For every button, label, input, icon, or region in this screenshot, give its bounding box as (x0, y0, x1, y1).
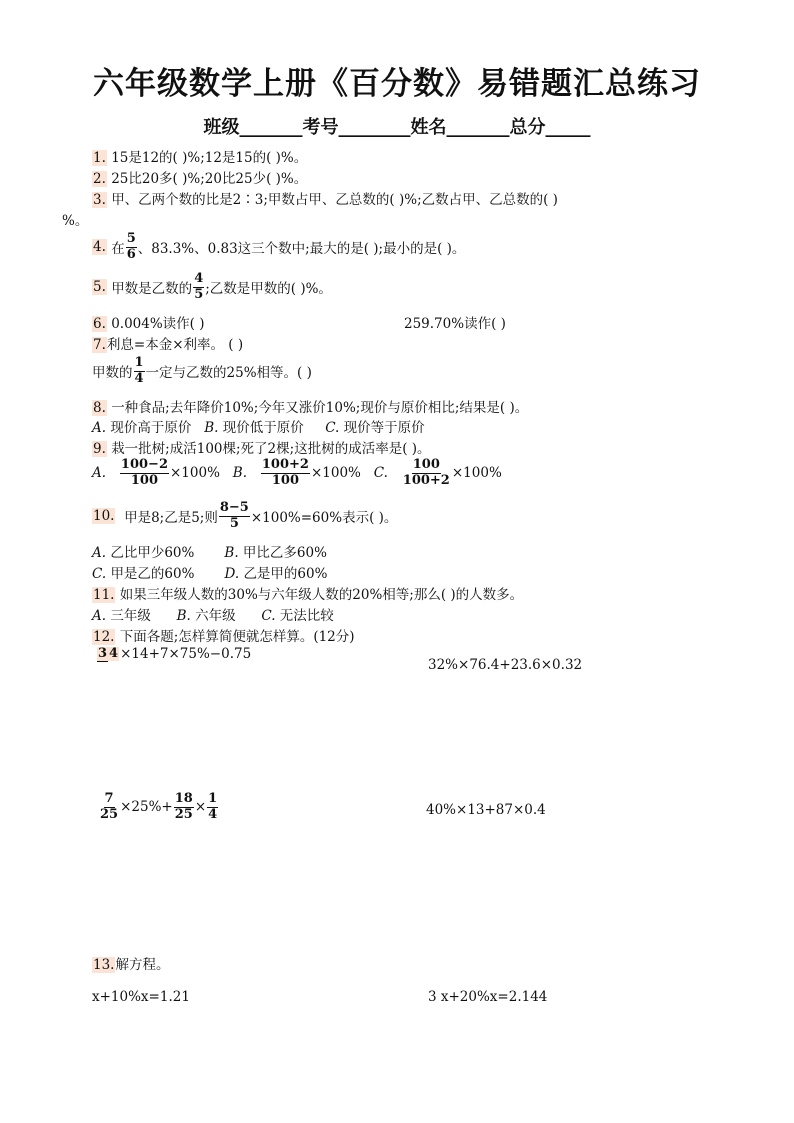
option-b-tail: ×100% (310, 465, 361, 482)
option-a: 乙比甲少60% (110, 545, 195, 561)
denominator: 25 (174, 806, 193, 822)
calc-3-mid2: × (194, 799, 207, 816)
numerator: 1 (134, 355, 144, 370)
question-prefix: 甲是8;乙是5;则 (124, 510, 218, 527)
equation-1: x+10%x=1.21 (92, 989, 190, 1005)
denominator: 4 (109, 645, 119, 661)
question-5 (92, 272, 332, 303)
denominator: 25 (100, 806, 119, 822)
question-12 (92, 625, 355, 645)
option-label: A. (92, 420, 107, 436)
question-number: 1. (93, 150, 106, 166)
numerator: 100+2 (261, 457, 309, 472)
fraction (219, 501, 250, 532)
question-text: 一种食品;去年降价10%;今年又涨价10%;现价与原价相比;结果是( )。 (111, 400, 529, 416)
numerator: 100 (412, 457, 440, 472)
question-text: ×100%=60%表示( )。 (250, 510, 398, 527)
numerator: 100−2 (120, 457, 168, 472)
question-3-continuation: %。 (62, 213, 89, 229)
denominator: 6 (126, 246, 136, 262)
question-text: 解方程。 (115, 957, 170, 973)
question-number: 5. (93, 279, 106, 296)
option-label: B. (176, 608, 191, 624)
fraction (261, 458, 310, 489)
question-number: 2. (93, 171, 106, 187)
question-text: 如果三年级人数的30%与六年级人数的20%相等;那么( )的人数多。 (119, 587, 524, 603)
denominator: 100+2 (402, 472, 450, 488)
fraction (97, 647, 119, 662)
question-11 (92, 583, 523, 603)
option-a: 三年级 (110, 608, 151, 624)
question-9 (92, 437, 431, 457)
option-label: A. (92, 545, 107, 561)
denominator: 5 (194, 286, 204, 302)
question-text: 栽一批树;成活100棵;死了2棵;这批树的成活率是( )。 (111, 441, 431, 457)
fraction (99, 792, 119, 823)
numerator: 5 (126, 231, 136, 246)
option-label: C. (373, 465, 388, 482)
question-text: 、83.3%、0.83这三个数中;最大的是( );最小的是( )。 (137, 241, 466, 258)
option-b: 现价低于原价 (222, 420, 304, 436)
question-10 (92, 501, 397, 532)
question-text: 一定与乙数的25%相等。( ) (145, 365, 312, 382)
option-label: B. (224, 545, 239, 561)
question-text: 利息=本金×利率。 ( ) (106, 337, 244, 353)
calc-4: 40%×13+87×0.4 (426, 802, 546, 818)
option-label: C. (92, 566, 107, 582)
denominator: 100 (271, 472, 299, 488)
question-number: 3. (93, 192, 106, 208)
question-text: ;乙数是甲数的( )%。 (205, 281, 332, 298)
question-6 (92, 312, 205, 332)
question-number: 4. (93, 239, 106, 256)
equation-2: 3 x+20%x=2.144 (428, 989, 548, 1005)
option-label: B. (232, 465, 248, 482)
option-label: A. (92, 608, 107, 624)
question-3 (92, 188, 558, 208)
numerator: 3 (98, 645, 108, 661)
option-label: C. (261, 608, 276, 624)
calc-3 (98, 792, 219, 823)
fraction (126, 232, 137, 263)
question-7b (92, 356, 312, 387)
question-number: 10. (93, 508, 115, 525)
question-text: 下面各题;怎样算简便就怎样算。(12分) (119, 629, 355, 645)
fraction (120, 458, 169, 489)
fraction (207, 792, 218, 823)
numerator: 18 (174, 791, 193, 806)
question-6b: 259.70%读作( ) (404, 316, 506, 332)
question-number: 9. (93, 441, 106, 457)
question-text: 甲、乙两个数的比是2∶3;甲数占甲、乙总数的( )%;乙数占甲、乙总数的( ) (111, 192, 558, 208)
question-10-options-row1 (92, 541, 327, 561)
question-prefix: 甲数的 (92, 365, 133, 382)
calc-2: 32%×76.4+23.6×0.32 (428, 657, 583, 673)
option-c: 现价等于原价 (343, 420, 425, 436)
question-number: 8. (93, 400, 106, 416)
fraction (193, 272, 204, 303)
denominator: 4 (208, 806, 218, 822)
option-d: 乙是甲的60% (243, 566, 328, 582)
question-10-options-row2 (92, 562, 327, 582)
question-text: 25比20多( )%;20比25少( )%。 (111, 171, 308, 187)
numerator: 8−5 (219, 500, 249, 515)
option-c: 无法比较 (279, 608, 334, 624)
question-8-options (92, 416, 425, 436)
option-label: A. (92, 465, 107, 482)
option-c: 甲是乙的60% (110, 566, 195, 582)
option-b: 甲比乙多60% (242, 545, 327, 561)
fraction (402, 458, 451, 489)
denominator: 100 (130, 472, 159, 488)
option-b: 六年级 (195, 608, 236, 624)
question-11-options (92, 604, 334, 624)
student-info-line: 班级_______考号________姓名_______总分_____ (203, 117, 591, 138)
question-number: 12. (93, 629, 115, 645)
question-number: 13. (93, 957, 115, 973)
option-a: 现价高于原价 (110, 420, 192, 436)
question-text: 15是12的( )%;12是15的( )%。 (111, 150, 308, 166)
question-prefix: 在 (111, 241, 125, 258)
numerator: 1 (208, 791, 218, 806)
page-title: 六年级数学上册《百分数》易错题汇总练习 (93, 66, 701, 102)
question-text: 0.004%读作( ) (111, 316, 205, 332)
option-label: D. (224, 566, 240, 582)
calc-3-mid: ×25%+ (120, 799, 173, 816)
fraction (134, 356, 145, 387)
option-a-tail: ×100% (170, 465, 220, 482)
question-8 (92, 396, 528, 416)
question-7 (92, 333, 243, 353)
question-number: 11. (93, 587, 115, 603)
question-number: 6. (93, 316, 106, 332)
question-13 (92, 953, 169, 973)
question-9-options (92, 458, 502, 489)
question-4 (92, 232, 465, 263)
question-number: 7. (93, 337, 106, 353)
fraction (174, 792, 194, 823)
option-label: C. (325, 420, 340, 436)
denominator: 5 (229, 515, 239, 531)
question-2 (92, 167, 307, 187)
calc-1 (96, 646, 251, 662)
option-c-tail: ×100% (451, 465, 502, 482)
numerator: 4 (194, 271, 204, 286)
denominator: 4 (134, 370, 144, 386)
option-label: B. (204, 420, 219, 436)
question-1 (92, 146, 307, 166)
question-prefix: 甲数是乙数的 (111, 281, 193, 298)
calc-1-text: ×14+7×75%−0.75 (120, 646, 252, 662)
numerator: 7 (104, 791, 114, 806)
